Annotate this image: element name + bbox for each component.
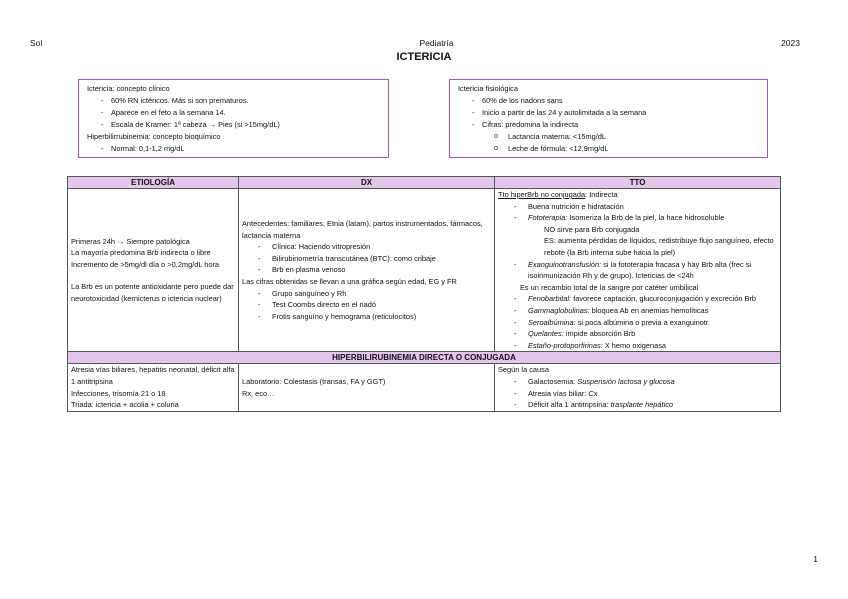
text-run: Estaño-protoporfirinas: — [528, 340, 603, 350]
text-run: Cx — [586, 388, 598, 398]
text-run: trasplante hepático — [608, 400, 674, 410]
text-run: Seroalbúmina: — [528, 317, 576, 327]
cell-dx — [239, 189, 495, 352]
text-run: Fototerapia: — [528, 213, 568, 223]
text-line: - Buena nutrición e hidratación — [498, 201, 777, 213]
text-line: Es un recambio total de la sangre por catéter umbilical — [520, 282, 699, 292]
text-run: : Indirecta — [585, 190, 618, 199]
header-right: 2023 — [781, 38, 800, 48]
box-ictericia-fisiologica — [449, 79, 768, 158]
cell-dx-directa — [239, 364, 495, 411]
cell-etiologia-directa — [68, 364, 239, 411]
box-line: o Leche de fórmula: <12,9mg/dL — [458, 143, 759, 155]
text-run: bloquea Ab en anemias hemolíticas — [589, 305, 709, 315]
main-table — [67, 176, 781, 412]
text-line: - Test Coombs directo en el nadó — [242, 299, 491, 311]
text-line: Laboratorio: Colestasis (transas, FA y GGT) — [242, 376, 386, 386]
text-run: Fenobarbital: — [528, 294, 572, 304]
box-line: o Lactancia materna: <15mg/dL — [458, 131, 759, 143]
box-line: - 60% RN ictéricos. Más si son prematuros. — [87, 95, 380, 107]
box-line: - Normal: 0,1-1,2 mg/dL — [87, 143, 380, 155]
text-run: X hemo oxigenasa — [602, 340, 667, 350]
text-run: favorece captación, glucuroconjugación y excreción Brb — [571, 294, 757, 304]
page-number: 1 — [813, 554, 818, 564]
col-header-dx: DX — [239, 177, 495, 189]
cell-tto-directa — [495, 364, 781, 411]
box-line: - Cifras: predomina la indirecta — [458, 119, 759, 131]
text-run: Exanguinotransfusión: — [528, 259, 602, 269]
text-line: - Clínica: Haciendo vitropresión — [242, 241, 491, 253]
box-line: Ictericia: concepto clínico — [87, 84, 170, 93]
text-run: Atresia vías biliar: — [528, 388, 587, 398]
header-left: Sol — [30, 38, 43, 48]
text-run: Isomeriza la Brb de la piel, la hace hidrosoluble — [567, 213, 725, 223]
text-run: impide absorción Brb — [563, 329, 636, 339]
text-run: Tto hiperBrb no conjugada — [498, 190, 586, 199]
text-line: - Frotis sanguíno y hemograma (reticulocitos) — [242, 311, 491, 323]
text-line: Las cifras obtenidas se llevan a una gráfica según edad, EG y FR — [242, 276, 457, 286]
text-run: Galactosemia: — [528, 376, 576, 386]
box-line: Ictericia fisiológica — [458, 84, 518, 93]
text-line: La mayoría predomina Brb indirecta o libre — [71, 248, 211, 258]
text-line: La Brb es un potente antioxidante pero puede dar neurotoxicidad (kernicterus o ictericia nuclear) — [71, 282, 234, 304]
text-line: Primeras 24h → Siempre patológica — [71, 236, 190, 246]
text-line: Atresia vías biliares, hepatitis neonatal, déficit alfa 1 antitripsina — [71, 365, 235, 386]
text-line: - Grupo sanguíneo y Rh — [242, 288, 491, 300]
text-line: Infecciones, trisomía 21 o 18 — [71, 388, 166, 398]
text-run: si la fototerapia fracasa y hay Brb alta (frec si isoinmunización Rh y de grupo). Ictericias de <24h — [528, 259, 752, 281]
page-title: ICTERICIA — [396, 51, 452, 63]
text-line: ES: aumenta pérdidas de líquidos, redistribuye flujo sanguíneo, efecto rebote (la Brb interna sube hacia la piel) — [544, 236, 774, 257]
cell-tto — [495, 189, 781, 352]
text-run: Suspensión lactosa y glucosa — [575, 376, 675, 386]
text-run: Gammaglobulinas: — [528, 305, 590, 315]
text-line: - Brb en plasma venoso — [242, 264, 491, 276]
col-header-etiologia: ETIOLOGÍA — [68, 177, 239, 189]
box-line: - Inicio a partir de las 24 y autolimitada a la semana — [458, 107, 759, 119]
box-line: - 60% de los nadons sans — [458, 95, 759, 107]
text-line: - Bilirubinometría transcutánea (BTC): como cribaje — [242, 253, 491, 265]
text-line: NO sirve para Brb conjugada — [544, 224, 640, 234]
section-header-directa: HIPERBILIRUBINEMIA DIRECTA O CONJUGADA — [68, 352, 781, 364]
header-center: Pediatría — [419, 38, 454, 48]
text-line: Según la causa — [498, 365, 549, 375]
text-run: Déficit alfa 1 antitripsina: — [528, 400, 609, 410]
box-line: - Aparece en el feto a la semana 14. — [87, 107, 380, 119]
text-line: Rx, eco… — [242, 388, 275, 398]
col-header-tto: TTO — [495, 177, 781, 189]
text-run: si poca albúmina o previa a exanguinotr. — [575, 317, 711, 327]
box-ictericia-concepto — [78, 79, 389, 158]
cell-etiologia — [68, 189, 239, 352]
text-line: Incremento de >5mg/dl día o >0,2mg/dL hora — [71, 259, 220, 269]
box-line: Hiperbilirrubinemia: concepto bioquímico — [87, 132, 221, 141]
text-line: Triada: ictericia + acolia + coluria — [71, 400, 179, 410]
box-line: - Escala de Kramer: 1ª cabeza → Pies (si >15mg/dL) — [87, 119, 380, 131]
text-run: Quelantes: — [528, 329, 564, 339]
text-line: Antecedentes: familiares, Etnia (latam), partos instrumentados, fármacos, lactancia materna — [242, 218, 483, 240]
